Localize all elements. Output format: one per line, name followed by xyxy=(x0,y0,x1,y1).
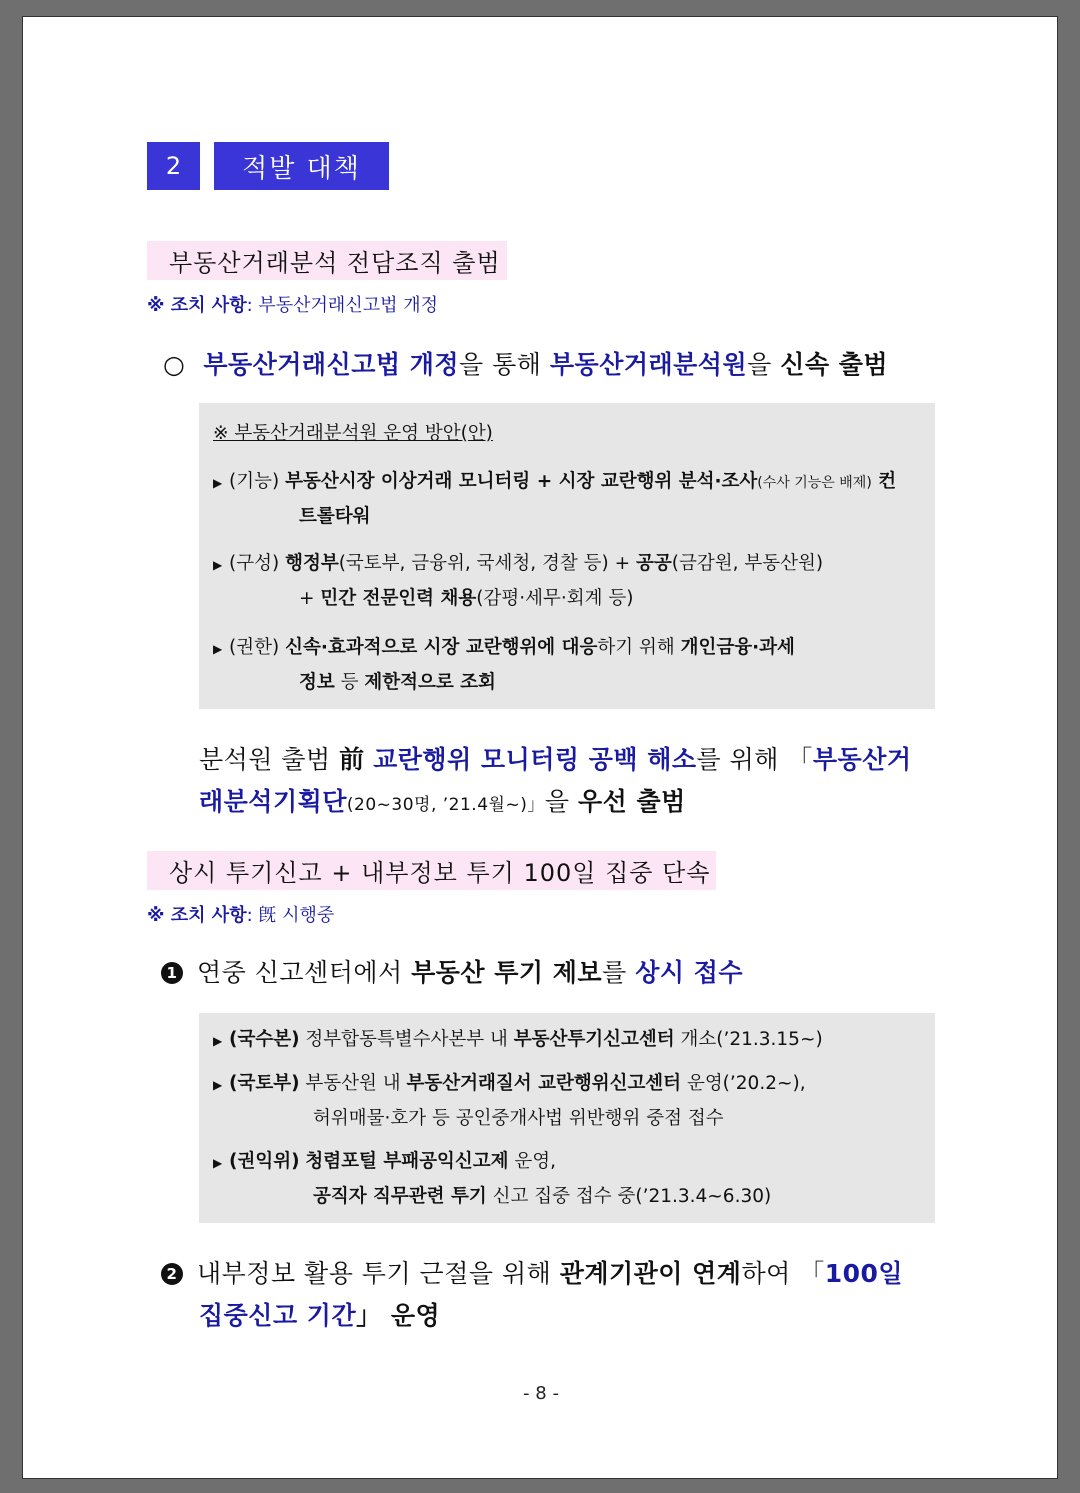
main-bullet-line xyxy=(163,345,888,381)
before-text: 前 xyxy=(339,745,365,774)
note-text: : 旣 시행중 xyxy=(246,905,335,926)
report-period-text: 집중신고 기간 xyxy=(199,1301,357,1330)
item-label: (구성) xyxy=(229,553,280,574)
numbered-item-2 xyxy=(161,1253,941,1337)
note-text: : 부동산거래신고법 개정 xyxy=(246,295,438,316)
item-small-text: (수사 기능은 배제) xyxy=(757,475,872,491)
agency-link-text: 관계기관이 연계 xyxy=(559,1259,742,1288)
item-bold-text-2: 공공 xyxy=(636,553,672,574)
note-label: ※ 조치 사항 xyxy=(147,295,247,316)
item-label: (국토부) xyxy=(229,1073,300,1094)
item-text-2: 등 xyxy=(334,672,365,693)
item-bold-text-2: 개인금융·과세 xyxy=(680,637,795,658)
item-end-text: 컨 xyxy=(871,471,897,492)
planning-group-paragraph xyxy=(199,739,939,826)
item-text: (국토부, 금융위, 국세청, 경찰 등) + xyxy=(338,553,637,574)
item-text-2: (금감원, 부동산원) xyxy=(671,553,824,574)
para-line-1: 분석원 출범 前 교란행위 모니터링 공백 해소를 위해 「부동산거 xyxy=(199,745,912,774)
item-label: (권익위) xyxy=(229,1151,300,1172)
item-bold-text-4: 제한적으로 조회 xyxy=(364,672,496,693)
item-bold-text: 부동산시장 이상거래 모니터링 + 시장 교란행위 분석·조사 xyxy=(285,471,758,492)
subheading-analysis-org: 부동산거래분석 전담조직 출범 xyxy=(147,241,507,280)
item-text: 하기 위해 xyxy=(597,637,681,658)
item-bold-text-3: 정보 xyxy=(299,672,335,693)
action-note-2 xyxy=(147,901,334,927)
item2-line-2: 집중신고 기간」 운영 xyxy=(199,1301,441,1330)
circle-bullet-icon: ○ xyxy=(163,350,186,379)
para-line-2: 래분석기획단(20~30명, ’21.4월~)」을 우선 출범 xyxy=(199,787,686,816)
item-continuation: 트롤타워 xyxy=(299,506,371,527)
number-2-icon: 2 xyxy=(161,1263,183,1285)
monitoring-gap-text: 교란행위 모니터링 공백 해소 xyxy=(373,745,697,774)
triangle-bullet-icon: ▶ xyxy=(213,642,223,656)
triangle-bullet-icon: ▶ xyxy=(213,558,223,572)
subheading-crackdown: 상시 투기신고 + 내부정보 투기 100일 집중 단속 xyxy=(147,851,716,890)
item-bold-text: 부동산투기신고센터 xyxy=(513,1029,675,1050)
main-text-2: 을 통해 xyxy=(459,350,550,379)
document-page xyxy=(22,16,1058,1479)
action-note-1 xyxy=(147,291,438,317)
item-continuation: 허위매물·호가 등 공인중개사법 위반행위 중점 접수 xyxy=(313,1108,724,1129)
triangle-bullet-icon: ▶ xyxy=(213,1156,223,1170)
hundred-days-text: 100일 xyxy=(824,1259,904,1288)
numbered-item-1: 1 연중 신고센터에서 부동산 투기 제보를 상시 접수 xyxy=(161,953,743,989)
page-number: - 8 - xyxy=(523,1383,559,1404)
item-bold-text: 청렴포털 부패공익신고제 xyxy=(305,1151,509,1172)
triangle-bullet-icon: ▶ xyxy=(213,1034,223,1048)
note-label: ※ 조치 사항 xyxy=(147,905,247,926)
box-item-acrc: ▶ (권익위) 청렴포털 부패공익신고제 운영, 공직자 직무관련 투기 신고 집중 접수 중(’21.3.4~6.30) xyxy=(213,1145,921,1213)
priority-launch-text: 우선 출범 xyxy=(577,787,686,816)
always-receive-text: 상시 접수 xyxy=(635,958,743,987)
item-bold-text-2: 공직자 직무관련 투기 xyxy=(313,1186,487,1207)
item-text-3: + xyxy=(299,588,321,609)
item-bold-text-3: 민간 전문인력 채용 xyxy=(320,588,477,609)
box-item-function xyxy=(213,465,921,533)
planning-group-text-2: 래분석기획단 xyxy=(199,787,347,816)
prompt-launch-text: 신속 출범 xyxy=(780,350,889,379)
section-title-badge: 적발 대책 xyxy=(214,142,389,190)
item-continuation xyxy=(213,582,921,615)
box-item-police: ▶ (국수본) 정부합동특별수사본부 내 부동산투기신고센터 개소(’21.3.15~) xyxy=(213,1023,921,1058)
item-bold-text: 신속·효과적으로 시장 교란행위에 대응 xyxy=(285,637,598,658)
operation-plan-box xyxy=(199,403,935,709)
item-label: (국수본) xyxy=(229,1029,300,1050)
item-bold-text: 부동산거래질서 교란행위신고센터 xyxy=(406,1073,682,1094)
law-amendment-text: 부동산거래신고법 개정 xyxy=(203,350,460,379)
planning-group-detail: (20~30명, ’21.4월~)」 xyxy=(346,795,545,815)
box-item-molit: ▶ (국토부) 부동산원 내 부동산거래질서 교란행위신고센터 운영(’20.2~), 허위매물·호가 등 공인중개사법 위반행위 중점 접수 xyxy=(213,1067,921,1135)
item-continuation xyxy=(213,666,921,699)
box-title: ※ 부동산거래분석원 운영 방안(안) xyxy=(213,423,493,444)
section-number-badge: 2 xyxy=(147,142,200,190)
item-label: (권한) xyxy=(229,637,280,658)
speculation-report-text: 부동산 투기 제보 xyxy=(411,958,603,987)
box-item-composition xyxy=(213,547,921,615)
analysis-agency-text: 부동산거래분석원 xyxy=(549,350,748,379)
item-bold-text: 행정부 xyxy=(285,553,339,574)
box-item-authority xyxy=(213,631,921,699)
number-1-icon: 1 xyxy=(161,962,183,984)
main-text-4: 을 xyxy=(747,350,781,379)
item-label: (기능) xyxy=(229,471,280,492)
report-centers-box xyxy=(199,1013,935,1223)
item-text-4: (감평·세무·회계 등) xyxy=(476,588,634,609)
item-continuation: 공직자 직무관련 투기 신고 집중 접수 중(’21.3.4~6.30) xyxy=(313,1186,772,1207)
triangle-bullet-icon: ▶ xyxy=(213,476,223,490)
triangle-bullet-icon: ▶ xyxy=(213,1078,223,1092)
item2-line-1: 2 내부정보 활용 투기 근절을 위해 관계기관이 연계하여 「100일 xyxy=(161,1253,941,1295)
planning-group-text: 부동산거 xyxy=(812,745,912,774)
